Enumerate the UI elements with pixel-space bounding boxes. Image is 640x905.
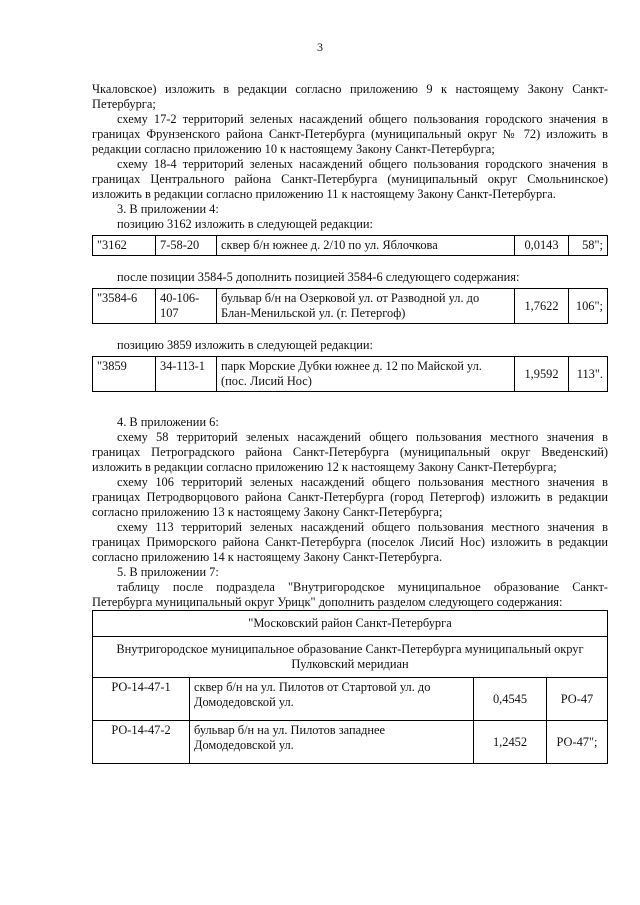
paragraph: схему 106 территорий зеленых насаждений общего пользования местного значения в границах Петродворцового района Санкт-Петербурга (город Петергоф) изложить в редакции согласно приложению 13 к настоящему Закону Санкт-Петербурга;: [92, 475, 608, 519]
table-cell: "3584-6: [93, 289, 156, 324]
section-heading: 3. В приложении 4:: [117, 202, 219, 216]
table-cell: 1,9592: [515, 357, 569, 392]
moskovsky-district-table: [92, 610, 608, 764]
table-cell: РО-47: [547, 678, 608, 721]
subsection-title-cell: Внутригородское муниципальное образование Санкт-Петербурга муниципальный округ Пулковский меридиан: [93, 637, 608, 678]
position-3584-6-table: [92, 288, 608, 324]
section-title-cell: "Московский район Санкт-Петербурга: [93, 611, 608, 637]
table-cell: 106";: [569, 289, 608, 324]
paragraph: позицию 3162 изложить в следующей редакции:: [117, 217, 373, 231]
table-cell: 1,7622: [515, 289, 569, 324]
position-3162-table: [92, 235, 608, 256]
page-number: 3: [317, 40, 323, 54]
table-cell: 1,2452: [474, 721, 547, 764]
table-cell: РО-14-47-2: [93, 721, 190, 764]
table-cell: 113".: [569, 357, 608, 392]
paragraph: схему 18-4 территорий зеленых насаждений общего пользования городского значения в границах Центрального района Санкт-Петербурга (муниципальный округ Смольнинское) изложить в редакции согласно приложению 11 к настоящему Закону Санкт-Петербурга.: [92, 157, 608, 201]
table-row: [93, 611, 608, 637]
table-row: [93, 678, 608, 721]
table-cell: 0,4545: [474, 678, 547, 721]
position-3859-table: [92, 356, 608, 392]
table-cell: "3859: [93, 357, 156, 392]
table-row: [93, 721, 608, 764]
table-cell: бульвар б/н на ул. Пилотов западнее Домодедовской ул.: [190, 721, 474, 764]
paragraph: позицию 3859 изложить в следующей редакции:: [117, 338, 373, 352]
table-cell: сквер б/н на ул. Пилотов от Стартовой ул. до Домодедовской ул.: [190, 678, 474, 721]
table-cell: сквер б/н южнее д. 2/10 по ул. Яблочкова: [217, 236, 515, 256]
table-cell: "3162: [93, 236, 156, 256]
paragraph: Чкаловское) изложить в редакции согласно приложению 9 к настоящему Закону Санкт-Петербурга;: [92, 82, 608, 111]
table-cell: РО-14-47-1: [93, 678, 190, 721]
paragraph: после позиции 3584-5 дополнить позицией 3584-6 следующего содержания:: [117, 270, 520, 284]
table-row: [93, 637, 608, 678]
table-row: [93, 236, 608, 256]
paragraph: схему 17-2 территорий зеленых насаждений общего пользования городского значения в границах Фрунзенского района Санкт-Петербурга (муниципальный округ № 72) изложить в редакции согласно приложению 10 к настоящему Закону Санкт-Петербурга;: [92, 112, 608, 156]
paragraph: схему 58 территорий зеленых насаждений общего пользования местного значения в границах Петроградского района Санкт-Петербурга (муниципальный округ Введенский) изложить в редакции согласно приложению 12 к настоящему Закону Санкт-Петербурга;: [92, 430, 608, 474]
table-cell: 7-58-20: [156, 236, 217, 256]
table-row: [93, 289, 608, 324]
table-cell: парк Морские Дубки южнее д. 12 по Майской ул. (пос. Лисий Нос): [217, 357, 515, 392]
paragraph: таблицу после подраздела "Внутригородское муниципальное образование Санкт-Петербурга муниципальный округ Урицк" дополнить разделом следующего содержания:: [92, 580, 608, 609]
section-heading: 4. В приложении 6:: [117, 415, 219, 429]
table-cell: 58";: [569, 236, 608, 256]
section-heading: 5. В приложении 7:: [117, 565, 219, 579]
table-row: [93, 357, 608, 392]
table-cell: бульвар б/н на Озерковой ул. от Разводной ул. до Блан-Менильской ул. (г. Петергоф): [217, 289, 515, 324]
table-cell: 40-106-107: [156, 289, 217, 324]
table-cell: 34-113-1: [156, 357, 217, 392]
table-cell: 0,0143: [515, 236, 569, 256]
document-body: [92, 82, 608, 764]
paragraph: схему 113 территорий зеленых насаждений общего пользования местного значения в границах Приморского района Санкт-Петербурга (поселок Лисий Нос) изложить в редакции согласно приложению 14 к настоящему Закону Санкт-Петербурга.: [92, 520, 608, 564]
table-cell: РО-47";: [547, 721, 608, 764]
